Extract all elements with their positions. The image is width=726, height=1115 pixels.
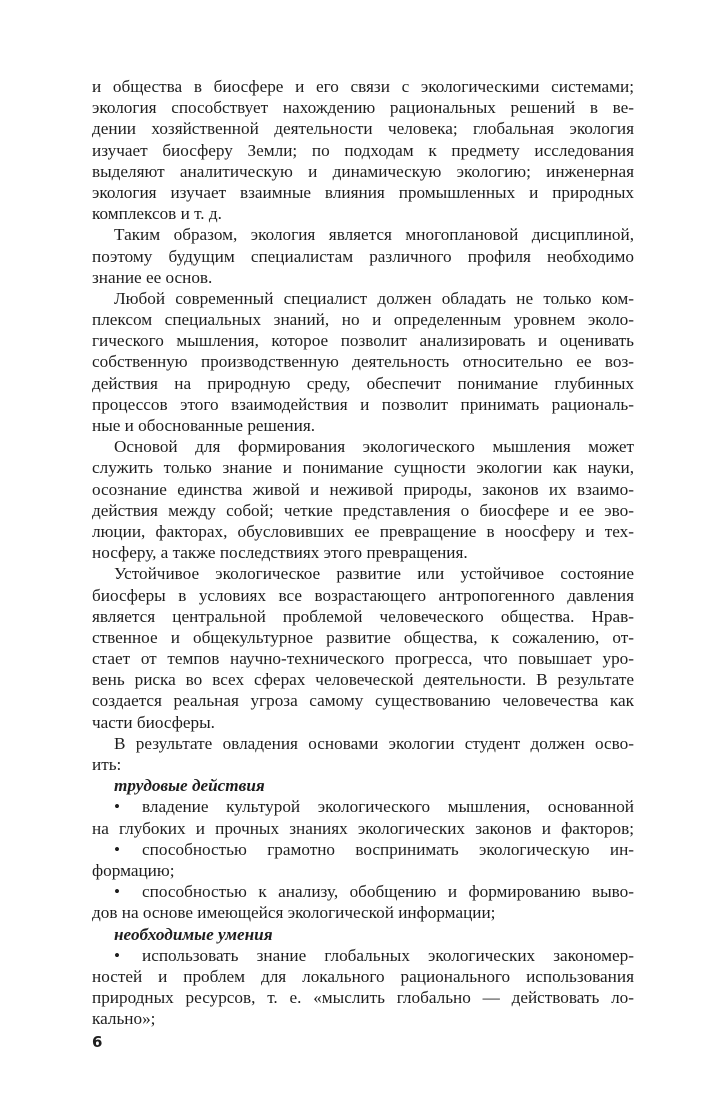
text-line: Любой современный специалист должен обладать не только ком- (114, 288, 634, 308)
text-line: экология изучает взаимные влияния промышленных и природных (92, 182, 634, 202)
bullet-item (92, 881, 634, 923)
paragraph-continuation (92, 76, 634, 224)
text-line: способностью к анализу, обобщению и формированию выво- (142, 882, 634, 902)
text-line: биосферы в условиях все возрастающего антропогенного давления (92, 585, 634, 605)
section-heading-required-skills: необходимые умения (114, 924, 273, 944)
bullet-icon: • (114, 945, 121, 965)
text-line: вень риска во всех сферах человеческой деятельности. В результате (92, 670, 634, 690)
text-line: стает от темпов научно-технического прогресса, что повышает уро- (92, 649, 634, 669)
text-line: действия между собой; четкие представления о биосфере и ее эво- (92, 500, 634, 520)
text-line: процессов этого взаимодействия и позволит принимать рациональ- (92, 394, 634, 414)
text-line: действия на природную среду, обеспечит понимание глубинных (92, 373, 634, 393)
text-line: Основой для формирования экологического мышления может (114, 437, 634, 457)
paragraph-multidisciplinary (92, 224, 634, 288)
paragraph-specialist (92, 288, 634, 436)
bullet-icon: • (114, 882, 121, 902)
text-line: ить: (92, 755, 122, 774)
text-line: дении хозяйственной деятельности человека; глобальная экология (92, 119, 634, 139)
text-line: комплексов и т. д. (92, 204, 222, 224)
text-line: способностью грамотно воспринимать экологическую ин- (142, 839, 634, 859)
document-page (92, 76, 634, 1029)
text-line: экология способствует нахождению рациональных решений в ве- (92, 98, 634, 118)
text-line: осознание единства живой и неживой природы, законов их взаимо- (92, 479, 634, 499)
text-line: ственное и общекультурное развитие общества, к сожалению, от- (92, 627, 634, 647)
paragraph-learning-outcomes (92, 733, 634, 775)
text-line: Устойчивое экологическое развитие или устойчивое состояние (114, 564, 634, 584)
bullet-item (92, 839, 634, 881)
text-line: ные и обоснованные решения. (92, 416, 316, 435)
text-line: гического мышления, которое позволит анализировать и оценивать (92, 331, 634, 351)
text-line: использовать знание глобальных экологических закономер- (142, 945, 634, 965)
text-line: на глубоких и прочных знаниях экологических законов и факторов; (92, 818, 634, 838)
bullet-icon: • (114, 797, 121, 817)
text-line: знание ее основ. (92, 267, 213, 287)
paragraph-sustainable-development (92, 563, 634, 733)
text-line: создается реальная угроза самому существованию человечества как (92, 691, 634, 711)
text-line: изучает биосферу Земли; по подходам к предмету исследования (92, 140, 634, 160)
text-line: В результате овладения основами экологии студент должен осво- (114, 733, 634, 753)
text-line: собственную производственную деятельность относительно ее воз- (92, 352, 634, 372)
text-line: носферу, а также последствиях этого превращения. (92, 543, 468, 563)
text-line: поэтому будущим специалистам различного профиля необходимо (92, 246, 634, 266)
text-line: служить только знание и понимание сущности экологии как науки, (92, 458, 634, 478)
text-line: владение культурой экологического мышления, основанной (142, 797, 634, 817)
section-heading-labor-actions: трудовые действия (114, 776, 265, 796)
text-line: кально»; (92, 1009, 156, 1029)
text-line: дов на основе имеющейся экологической информации; (92, 903, 496, 923)
text-line: выделяют аналитическую и динамическую экологию; инженерная (92, 161, 634, 181)
text-line: люции, факторах, обусловивших ее превращение в ноосферу и тех- (92, 521, 634, 541)
text-line: части биосферы. (92, 712, 215, 732)
text-line: является центральной проблемой человеческого общества. Нрав- (92, 606, 634, 626)
text-line: и общества в биосфере и его связи с экологическими системами; (92, 77, 634, 96)
bullet-item (92, 945, 634, 1030)
page-number: 6 (92, 1033, 103, 1051)
paragraph-thinking-basis (92, 436, 634, 563)
text-line: Таким образом, экология является многоплановой дисциплиной, (114, 225, 634, 245)
text-line: плексом специальных знаний, но и определенным уровнем эколо- (92, 310, 634, 330)
bullet-item (92, 796, 634, 838)
text-line: природных ресурсов, т. е. «мыслить глобально — действовать ло- (92, 988, 634, 1008)
text-line: ностей и проблем для локального рационального использования (92, 966, 634, 986)
bullet-icon: • (114, 839, 121, 859)
text-line: формацию; (92, 860, 175, 880)
